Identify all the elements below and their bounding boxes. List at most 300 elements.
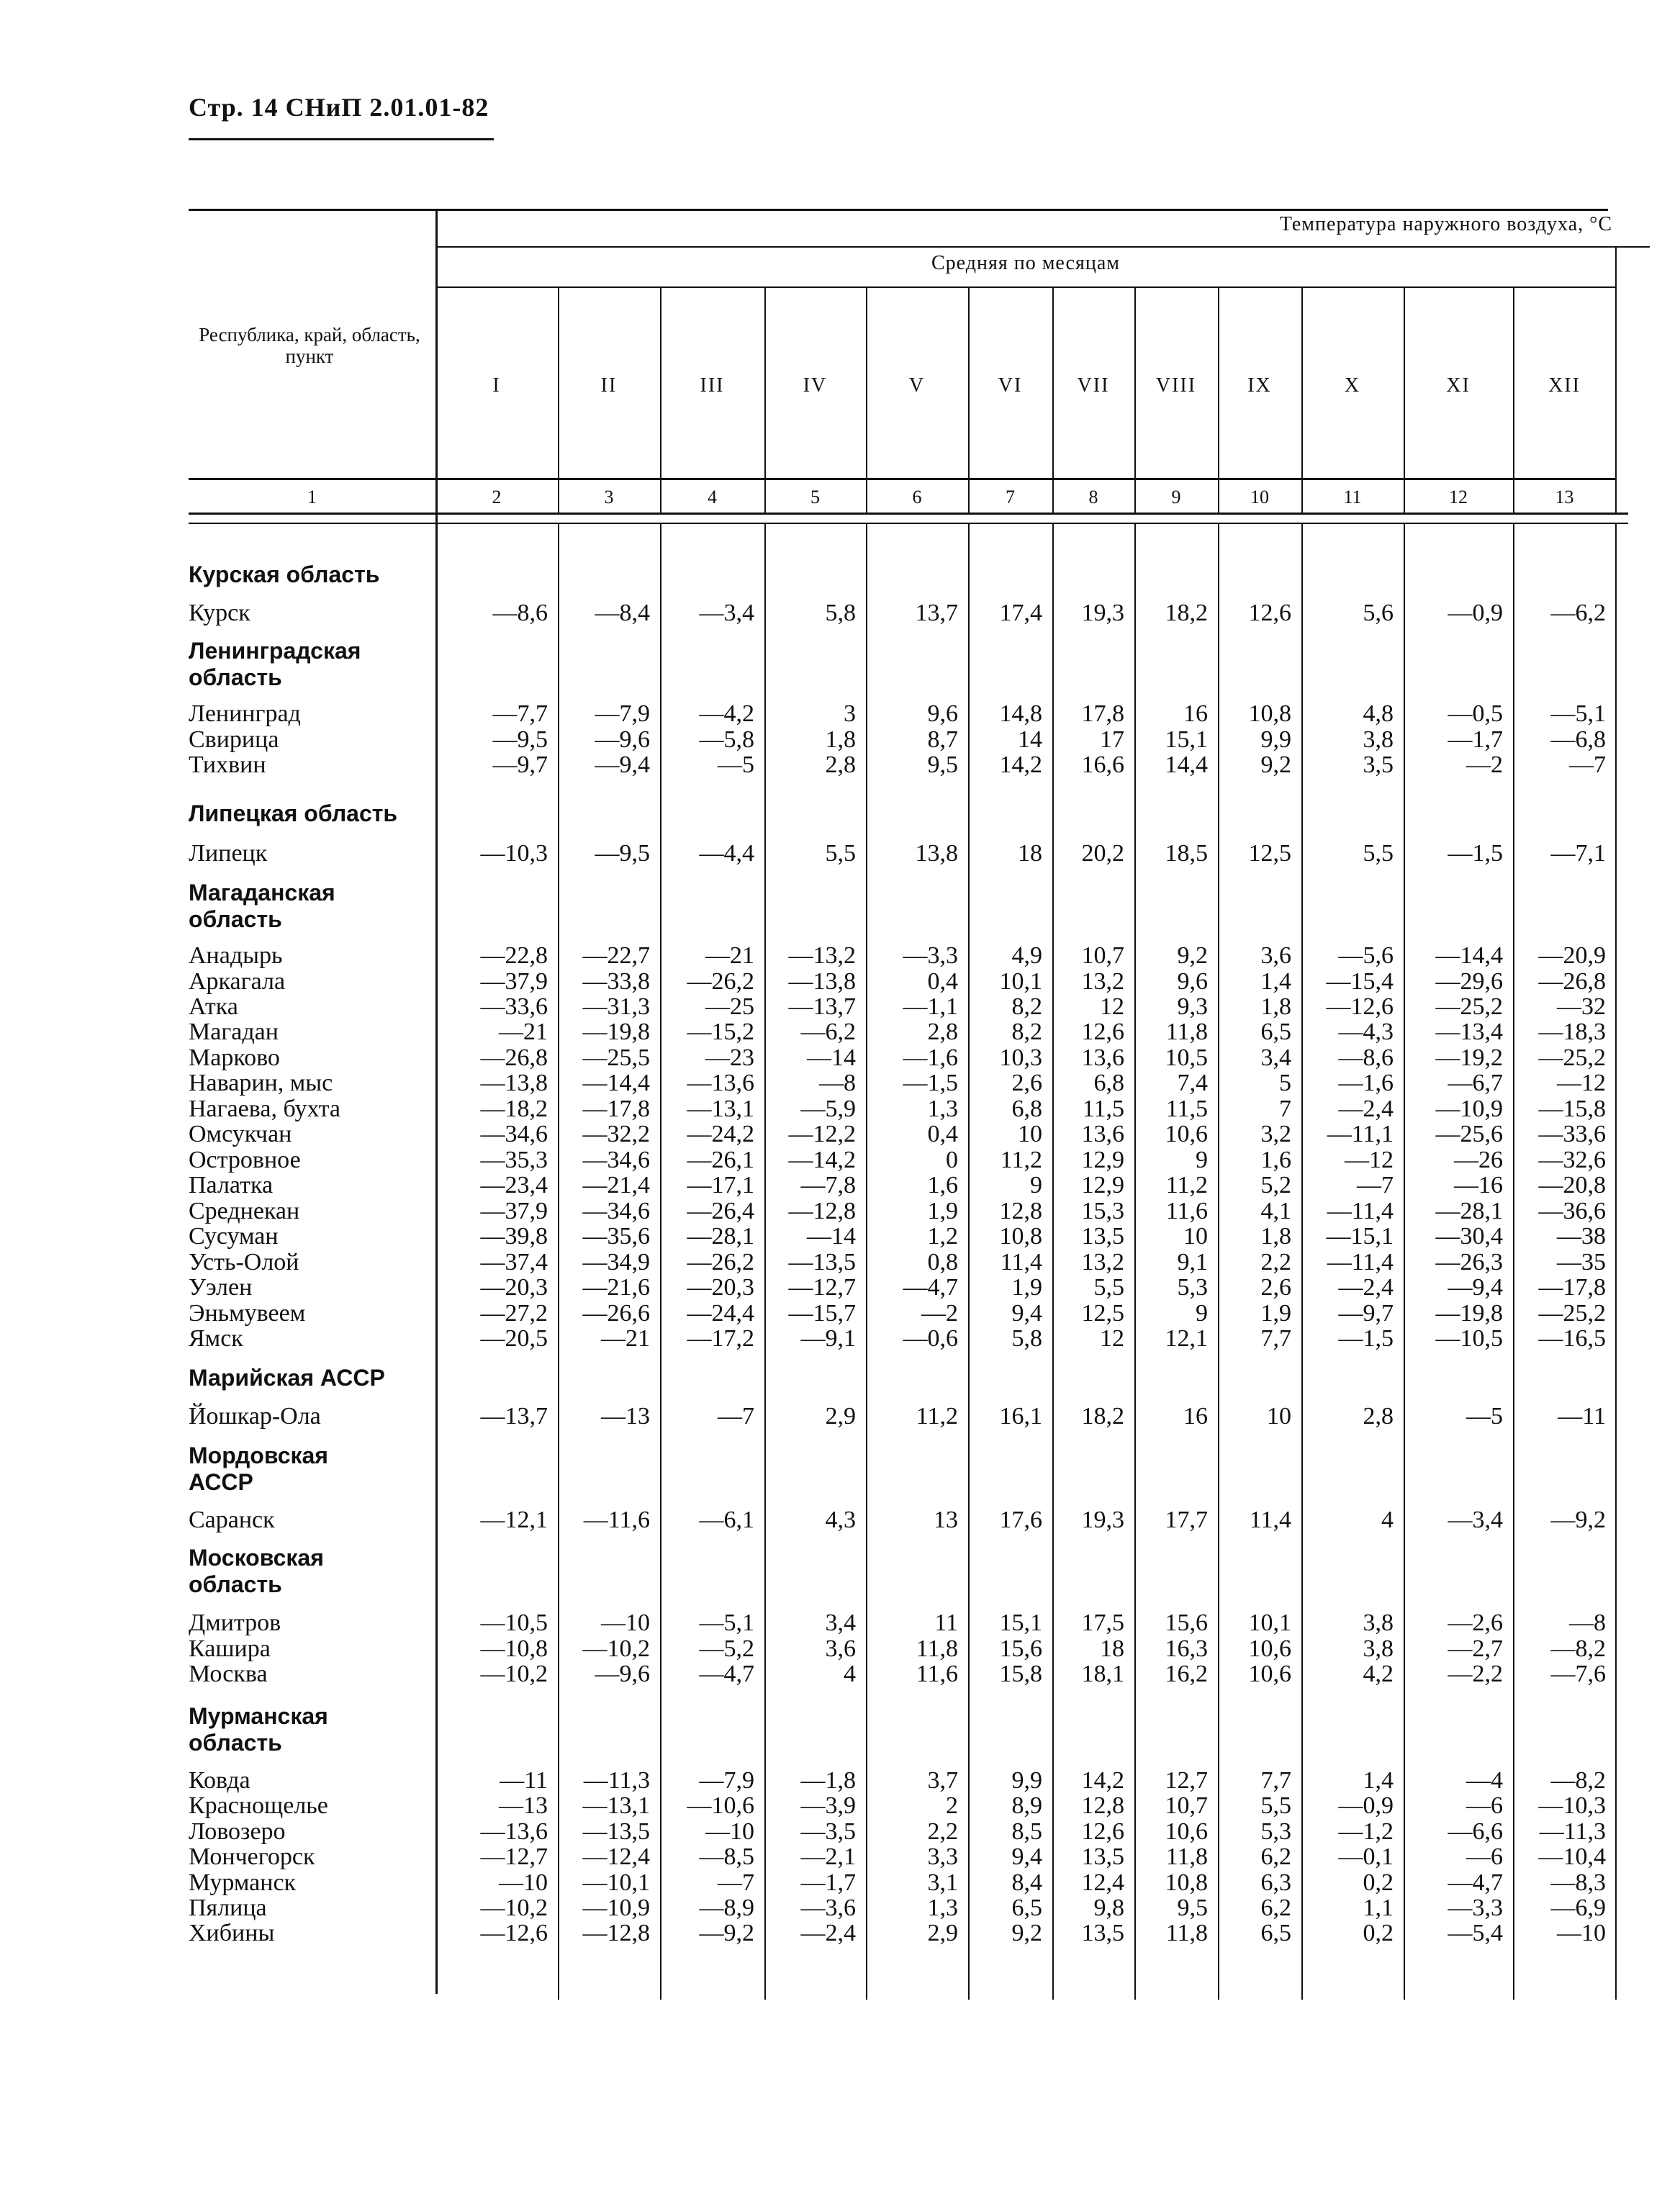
temperature-cell: 2,8 <box>825 751 856 778</box>
row-location-name: Марково <box>189 1044 280 1071</box>
temperature-cell: 3,3 <box>927 1843 958 1870</box>
temperature-cell: —7,8 <box>800 1172 856 1198</box>
temperature-cell: —24,4 <box>687 1300 754 1327</box>
temperature-cell: 10 <box>1267 1403 1291 1430</box>
temperature-cell: —11,3 <box>1539 1818 1606 1845</box>
row-location-name: Палатка <box>189 1172 274 1198</box>
temperature-cell: 9,8 <box>1093 1895 1124 1921</box>
temperature-cell: 5,6 <box>1363 600 1394 626</box>
vrule-body-1 <box>558 524 559 2000</box>
vrule-header-1 <box>558 286 559 514</box>
temperature-cell: 8,5 <box>1011 1818 1042 1845</box>
temperature-cell: —10 <box>705 1818 754 1845</box>
column-number-8: 8 <box>1088 487 1098 507</box>
temperature-cell: 5,3 <box>1260 1818 1291 1845</box>
temperature-cell: —13 <box>499 1792 548 1819</box>
row-location-name: Кашира <box>189 1635 271 1662</box>
temperature-cell: 10,7 <box>1165 1792 1208 1819</box>
temperature-cell: —10 <box>601 1610 650 1636</box>
temperature-cell: —6 <box>1466 1843 1503 1870</box>
temperature-cell: —2,4 <box>1338 1096 1394 1122</box>
temperature-cell: 17 <box>1100 726 1124 753</box>
temperature-cell: —13,7 <box>788 993 856 1020</box>
temperature-cell: —26,6 <box>582 1300 650 1327</box>
temperature-cell: —34,9 <box>582 1249 650 1276</box>
vrule-header-2 <box>660 286 661 514</box>
temperature-cell: —32 <box>1557 993 1606 1020</box>
temperature-cell: 5,5 <box>1093 1274 1124 1301</box>
vrule-col1 <box>435 209 438 1994</box>
temperature-cell: 17,6 <box>999 1507 1042 1533</box>
temperature-cell: —14 <box>807 1223 856 1250</box>
temperature-cell: —33,6 <box>1538 1121 1606 1147</box>
temperature-cell: 11,8 <box>1165 1920 1208 1946</box>
temperature-cell: 2,2 <box>927 1818 958 1845</box>
temperature-cell: 13 <box>934 1507 958 1533</box>
temperature-cell: 1,8 <box>825 726 856 753</box>
temperature-cell: 8,7 <box>927 726 958 753</box>
row-location-name: Москва <box>189 1661 268 1687</box>
temperature-cell: 17,8 <box>1081 700 1124 727</box>
temperature-cell: —6,6 <box>1448 1818 1503 1845</box>
temperature-cell: —17,8 <box>582 1096 650 1122</box>
temperature-cell: 15,8 <box>999 1661 1042 1687</box>
temperature-cell: —21,6 <box>582 1274 650 1301</box>
temperature-cell: —10,2 <box>480 1661 548 1687</box>
temperature-cell: 6,5 <box>1011 1895 1042 1921</box>
temperature-cell: 14 <box>1018 726 1042 753</box>
vrule-body-11 <box>1513 524 1514 2000</box>
page-header: Стр. 14 СНиП 2.01.01-82 <box>189 93 489 122</box>
temperature-cell: —8,2 <box>1550 1767 1606 1794</box>
temperature-cell: 4,3 <box>825 1507 856 1533</box>
row-location-name: Нагаева, бухта <box>189 1096 340 1122</box>
temperature-cell: 2,9 <box>825 1403 856 1430</box>
temperature-cell: 15,6 <box>999 1635 1042 1662</box>
temperature-cell: —22,7 <box>582 942 650 969</box>
temperature-cell: 13,2 <box>1081 968 1124 995</box>
temperature-cell: 2,9 <box>927 1920 958 1946</box>
row-location-name: Йошкар-Ола <box>189 1403 321 1430</box>
temperature-cell: 1,2 <box>927 1223 958 1250</box>
temperature-cell: —12,7 <box>480 1843 548 1870</box>
temperature-cell: —13,2 <box>788 942 856 969</box>
temperature-cell: 5,5 <box>825 840 856 867</box>
temperature-cell: —11,6 <box>583 1507 650 1533</box>
region-heading: Магаданская область <box>189 880 335 932</box>
temperature-cell: 13,5 <box>1081 1223 1124 1250</box>
temperature-cell: —19,2 <box>1435 1044 1503 1071</box>
temperature-cell: 18,1 <box>1081 1661 1124 1687</box>
temperature-cell: 7 <box>1279 1096 1291 1122</box>
temperature-cell: 11,2 <box>916 1403 958 1430</box>
vrule-header-10 <box>1404 286 1405 514</box>
temperature-cell: 5,8 <box>825 600 856 626</box>
temperature-cell: 10,6 <box>1248 1635 1291 1662</box>
temperature-cell: 12,4 <box>1081 1869 1124 1896</box>
temperature-cell: 6,5 <box>1260 1920 1291 1946</box>
temperature-cell: —14 <box>807 1044 856 1071</box>
temperature-cell: 9 <box>1030 1172 1042 1198</box>
temperature-cell: —26,1 <box>687 1147 754 1173</box>
vrule-body-2 <box>660 524 661 2000</box>
region-heading: Ленинградская область <box>189 638 361 690</box>
temperature-cell: 11,2 <box>1000 1147 1042 1173</box>
vrule-body-10 <box>1404 524 1405 2000</box>
month-header-8: VIII <box>1155 374 1197 397</box>
temperature-cell: —9,5 <box>595 840 650 867</box>
temperature-cell: —2,4 <box>1338 1274 1394 1301</box>
temperature-cell: —10,9 <box>1435 1096 1503 1122</box>
temperature-cell: 2,8 <box>1363 1403 1394 1430</box>
temperature-cell: 10,6 <box>1165 1121 1208 1147</box>
temperature-cell: 8,2 <box>1011 1019 1042 1045</box>
row-location-name: Курск <box>189 600 250 626</box>
temperature-cell: —32,2 <box>582 1121 650 1147</box>
month-header-3: III <box>700 374 725 397</box>
temperature-cell: —21 <box>499 1019 548 1045</box>
temperature-cell: 5,5 <box>1260 1792 1291 1819</box>
month-header-10: X <box>1344 374 1361 397</box>
temperature-cell: 11,8 <box>916 1635 958 1662</box>
temperature-cell: —0,9 <box>1448 600 1503 626</box>
temperature-cell: 3,4 <box>825 1610 856 1636</box>
temperature-cell: 3,6 <box>825 1635 856 1662</box>
temperature-cell: 1,9 <box>1011 1274 1042 1301</box>
vrule-body-7 <box>1134 524 1136 2000</box>
row-location-name: Усть-Олой <box>189 1249 299 1276</box>
temperature-cell: 3,8 <box>1363 726 1394 753</box>
temperature-cell: 9,2 <box>1011 1920 1042 1946</box>
temperature-cell: 1,6 <box>927 1172 958 1198</box>
temperature-cell: 1,8 <box>1260 1223 1291 1250</box>
temperature-cell: 16,1 <box>999 1403 1042 1430</box>
temperature-cell: —16,5 <box>1538 1325 1606 1352</box>
subgroup-header-rule <box>435 286 1616 288</box>
temperature-cell: 15,1 <box>999 1610 1042 1636</box>
temperature-cell: —9,6 <box>595 726 650 753</box>
temperature-cell: —20,8 <box>1538 1172 1606 1198</box>
row-location-name: Анадырь <box>189 942 283 969</box>
temperature-cell: —39,8 <box>480 1223 548 1250</box>
month-header-5: V <box>908 374 926 397</box>
row-location-name: Атка <box>189 993 238 1020</box>
temperature-cell: 9,6 <box>1177 968 1208 995</box>
temperature-cell: —20,3 <box>687 1274 754 1301</box>
column-number-10: 10 <box>1250 487 1269 507</box>
temperature-cell: —6,8 <box>1550 726 1606 753</box>
temperature-cell: —1,1 <box>903 993 958 1020</box>
temperature-cell: —15,8 <box>1538 1096 1606 1122</box>
vrule-header-8 <box>1218 286 1219 514</box>
temperature-cell: —7,7 <box>492 700 548 727</box>
temperature-cell: —14,4 <box>1435 942 1503 969</box>
temperature-cell: 7,7 <box>1260 1325 1291 1352</box>
temperature-cell: —7,6 <box>1550 1661 1606 1687</box>
temperature-cell: 10 <box>1018 1121 1042 1147</box>
vrule-header-9 <box>1301 286 1303 514</box>
month-header-12: XII <box>1548 374 1581 397</box>
temperature-cell: 6,5 <box>1260 1019 1291 1045</box>
temperature-cell: —2,4 <box>800 1920 856 1946</box>
temperature-cell: —10,2 <box>480 1895 548 1921</box>
temperature-cell: —12,6 <box>480 1920 548 1946</box>
temperature-cell: 18,2 <box>1165 600 1208 626</box>
temperature-cell: 14,8 <box>999 700 1042 727</box>
temperature-cell: —3,4 <box>1448 1507 1503 1533</box>
temperature-cell: 9,6 <box>927 700 958 727</box>
temperature-cell: —23,4 <box>480 1172 548 1198</box>
column-numbers-rule <box>189 513 1628 515</box>
temperature-cell: —6,7 <box>1448 1070 1503 1096</box>
temperature-cell: —6,1 <box>699 1507 754 1533</box>
row-location-name: Ловозеро <box>189 1818 286 1845</box>
temperature-cell: —10 <box>1557 1920 1606 1946</box>
temperature-cell: 5,5 <box>1363 840 1394 867</box>
temperature-cell: 3,6 <box>1260 942 1291 969</box>
temperature-cell: —21 <box>601 1325 650 1352</box>
temperature-cell: 13,5 <box>1081 1920 1124 1946</box>
temperature-cell: —1,7 <box>1448 726 1503 753</box>
temperature-cell: —4 <box>1466 1767 1503 1794</box>
vrule-header-5 <box>968 286 970 514</box>
temperature-cell: 15,1 <box>1165 726 1208 753</box>
vrule-right-body <box>1615 524 1617 2000</box>
temperature-cell: —15,4 <box>1326 968 1394 995</box>
temperature-cell: —0,9 <box>1338 1792 1394 1819</box>
column-number-5: 5 <box>810 487 820 507</box>
temperature-cell: —17,8 <box>1538 1274 1606 1301</box>
row-location-name: Омсукчан <box>189 1121 292 1147</box>
column-number-2: 2 <box>492 487 502 507</box>
temperature-cell: 19,3 <box>1081 600 1124 626</box>
temperature-cell: —10,3 <box>1538 1792 1606 1819</box>
temperature-cell: —1,2 <box>1338 1818 1394 1845</box>
temperature-cell: 13,6 <box>1081 1121 1124 1147</box>
temperature-cell: 6,8 <box>1011 1096 1042 1122</box>
temperature-cell: —13,5 <box>788 1249 856 1276</box>
temperature-cell: 10,3 <box>999 1044 1042 1071</box>
row-location-name: Ямск <box>189 1325 243 1352</box>
month-header-2: II <box>600 374 618 397</box>
body-top-rule <box>189 523 1628 524</box>
temperature-cell: —1,5 <box>903 1070 958 1096</box>
row-location-name: Аркагала <box>189 968 286 995</box>
row-location-name: Магадан <box>189 1019 279 1045</box>
temperature-cell: —10,8 <box>480 1635 548 1662</box>
row-location-name: Среднекан <box>189 1198 300 1224</box>
row-location-name: Ковда <box>189 1767 250 1794</box>
temperature-cell: 16 <box>1183 1403 1208 1430</box>
temperature-cell: —18,3 <box>1538 1019 1606 1045</box>
temperature-cell: 14,2 <box>999 751 1042 778</box>
temperature-cell: 0,2 <box>1363 1869 1394 1896</box>
temperature-cell: 6,2 <box>1260 1895 1291 1921</box>
temperature-cell: —24,2 <box>687 1121 754 1147</box>
temperature-cell: 12,6 <box>1248 600 1291 626</box>
temperature-cell: —7,1 <box>1550 840 1606 867</box>
temperature-cell: 1,1 <box>1363 1895 1394 1921</box>
table-top-rule <box>189 209 1608 211</box>
vrule-body-9 <box>1301 524 1303 2000</box>
temperature-cell: 9,4 <box>1011 1843 1042 1870</box>
temperature-cell: —1,5 <box>1338 1325 1394 1352</box>
temperature-cell: —5,9 <box>800 1096 856 1122</box>
temperature-cell: —10,6 <box>687 1792 754 1819</box>
temperature-cell: —12,7 <box>788 1274 856 1301</box>
temperature-cell: 11,5 <box>1082 1096 1124 1122</box>
temperature-cell: —5,2 <box>699 1635 754 1662</box>
temperature-cell: 12,8 <box>1081 1792 1124 1819</box>
temperature-cell: 16,6 <box>1081 751 1124 778</box>
vrule-body-6 <box>1052 524 1054 2000</box>
row-location-name: Липецк <box>189 840 268 867</box>
temperature-cell: 6,2 <box>1260 1843 1291 1870</box>
temperature-cell: —9,6 <box>595 1661 650 1687</box>
temperature-cell: 1,3 <box>927 1096 958 1122</box>
temperature-cell: —32,6 <box>1538 1147 1606 1173</box>
temperature-cell: —5,1 <box>699 1610 754 1636</box>
temperature-cell: 12,7 <box>1165 1767 1208 1794</box>
temperature-cell: 11,8 <box>1165 1843 1208 1870</box>
temperature-cell: 1,8 <box>1260 993 1291 1020</box>
temperature-cell: 11,4 <box>1000 1249 1042 1276</box>
temperature-cell: —3,3 <box>903 942 958 969</box>
temperature-cell: —6,9 <box>1550 1895 1606 1921</box>
temperature-cell: —4,3 <box>1338 1019 1394 1045</box>
temperature-cell: —5,8 <box>699 726 754 753</box>
temperature-cell: 13,2 <box>1081 1249 1124 1276</box>
temperature-cell: —10,5 <box>1435 1325 1503 1352</box>
temperature-cell: 1,3 <box>927 1895 958 1921</box>
temperature-cell: —3,4 <box>699 600 754 626</box>
temperature-cell: 2,6 <box>1011 1070 1042 1096</box>
temperature-cell: —3,3 <box>1448 1895 1503 1921</box>
temperature-cell: 4,2 <box>1363 1661 1394 1687</box>
temperature-cell: —33,6 <box>480 993 548 1020</box>
temperature-cell: —4,7 <box>699 1661 754 1687</box>
temperature-cell: —19,8 <box>1435 1300 1503 1327</box>
temperature-cell: —26,3 <box>1435 1249 1503 1276</box>
temperature-cell: 1,4 <box>1260 968 1291 995</box>
temperature-cell: 9,1 <box>1177 1249 1208 1276</box>
temperature-cell: —7 <box>718 1869 754 1896</box>
month-header-4: IV <box>803 374 828 397</box>
temperature-cell: —1,6 <box>903 1044 958 1071</box>
temperature-cell: —21,4 <box>582 1172 650 1198</box>
temperature-cell: 9 <box>1196 1300 1208 1327</box>
temperature-cell: 20,2 <box>1081 840 1124 867</box>
temperature-cell: 5,3 <box>1177 1274 1208 1301</box>
temperature-cell: —1,6 <box>1338 1070 1394 1096</box>
temperature-cell: —2,2 <box>1448 1661 1503 1687</box>
temperature-cell: —13,4 <box>1435 1019 1503 1045</box>
temperature-cell: —13,7 <box>480 1403 548 1430</box>
temperature-cell: —37,4 <box>480 1249 548 1276</box>
temperature-cell: —26,2 <box>687 1249 754 1276</box>
region-heading: Марийская АССР <box>189 1365 385 1391</box>
temperature-cell: 9,4 <box>1011 1300 1042 1327</box>
temperature-cell: 5,8 <box>1011 1325 1042 1352</box>
month-header-9: IX <box>1247 374 1272 397</box>
column-number-9: 9 <box>1171 487 1181 507</box>
row-location-name: Тихвин <box>189 751 266 778</box>
temperature-cell: 4 <box>1381 1507 1394 1533</box>
temperature-cell: 10,8 <box>1248 700 1291 727</box>
temperature-cell: —5,1 <box>1550 700 1606 727</box>
temperature-cell: 17,7 <box>1165 1507 1208 1533</box>
temperature-cell: —10,2 <box>582 1635 650 1662</box>
first-column-header: Республика, край, область, пункт <box>199 324 420 367</box>
temperature-cell: —14,2 <box>788 1147 856 1173</box>
temperature-cell: 13,8 <box>915 840 958 867</box>
temperature-cell: —28,1 <box>1435 1198 1503 1224</box>
temperature-cell: —13,1 <box>582 1792 650 1819</box>
temperature-cell: 2 <box>946 1792 958 1819</box>
temperature-cell: —20,5 <box>480 1325 548 1352</box>
temperature-cell: —18,2 <box>480 1096 548 1122</box>
temperature-cell: —7,9 <box>699 1767 754 1794</box>
temperature-cell: —2,7 <box>1448 1635 1503 1662</box>
temperature-cell: —4,7 <box>903 1274 958 1301</box>
temperature-cell: —9,7 <box>492 751 548 778</box>
temperature-cell: 13,5 <box>1081 1843 1124 1870</box>
row-location-name: Хибины <box>189 1920 275 1946</box>
temperature-cell: —13,6 <box>687 1070 754 1096</box>
row-location-name: Островное <box>189 1147 301 1173</box>
temperature-cell: —8,6 <box>1338 1044 1394 1071</box>
temperature-cell: 3,2 <box>1260 1121 1291 1147</box>
temperature-cell: —10,3 <box>480 840 548 867</box>
temperature-cell: —9,5 <box>492 726 548 753</box>
temperature-cell: —14,4 <box>582 1070 650 1096</box>
temperature-cell: —9,1 <box>800 1325 856 1352</box>
temperature-cell: —20,3 <box>480 1274 548 1301</box>
group-header: Температура наружного воздуха, °С <box>1279 213 1612 235</box>
column-number-1: 1 <box>307 487 317 507</box>
temperature-cell: 14,4 <box>1165 751 1208 778</box>
temperature-cell: —0,6 <box>903 1325 958 1352</box>
column-number-12: 12 <box>1449 487 1468 507</box>
temperature-cell: —35,3 <box>480 1147 548 1173</box>
temperature-cell: 17,4 <box>999 600 1042 626</box>
region-heading: Московская область <box>189 1545 324 1597</box>
temperature-cell: 9,2 <box>1260 751 1291 778</box>
column-number-6: 6 <box>912 487 922 507</box>
temperature-cell: 10 <box>1183 1223 1208 1250</box>
temperature-cell: —21 <box>705 942 754 969</box>
temperature-cell: 10,1 <box>1248 1610 1291 1636</box>
temperature-cell: 11,6 <box>916 1661 958 1687</box>
temperature-cell: —3,9 <box>800 1792 856 1819</box>
temperature-cell: —26,2 <box>687 968 754 995</box>
temperature-cell: —4,4 <box>699 840 754 867</box>
temperature-cell: —15,7 <box>788 1300 856 1327</box>
temperature-cell: —5 <box>1466 1403 1503 1430</box>
temperature-cell: —10,9 <box>582 1895 650 1921</box>
temperature-cell: —10,5 <box>480 1610 548 1636</box>
temperature-cell: 1,4 <box>1363 1767 1394 1794</box>
temperature-cell: 11 <box>934 1610 958 1636</box>
temperature-cell: 11,5 <box>1165 1096 1208 1122</box>
month-header-11: XI <box>1446 374 1471 397</box>
header-bottom-rule <box>189 478 1616 480</box>
temperature-cell: 12,5 <box>1248 840 1291 867</box>
temperature-cell: —15,2 <box>687 1019 754 1045</box>
temperature-cell: 3,1 <box>927 1869 958 1896</box>
temperature-cell: 10,6 <box>1165 1818 1208 1845</box>
temperature-cell: 5,2 <box>1260 1172 1291 1198</box>
